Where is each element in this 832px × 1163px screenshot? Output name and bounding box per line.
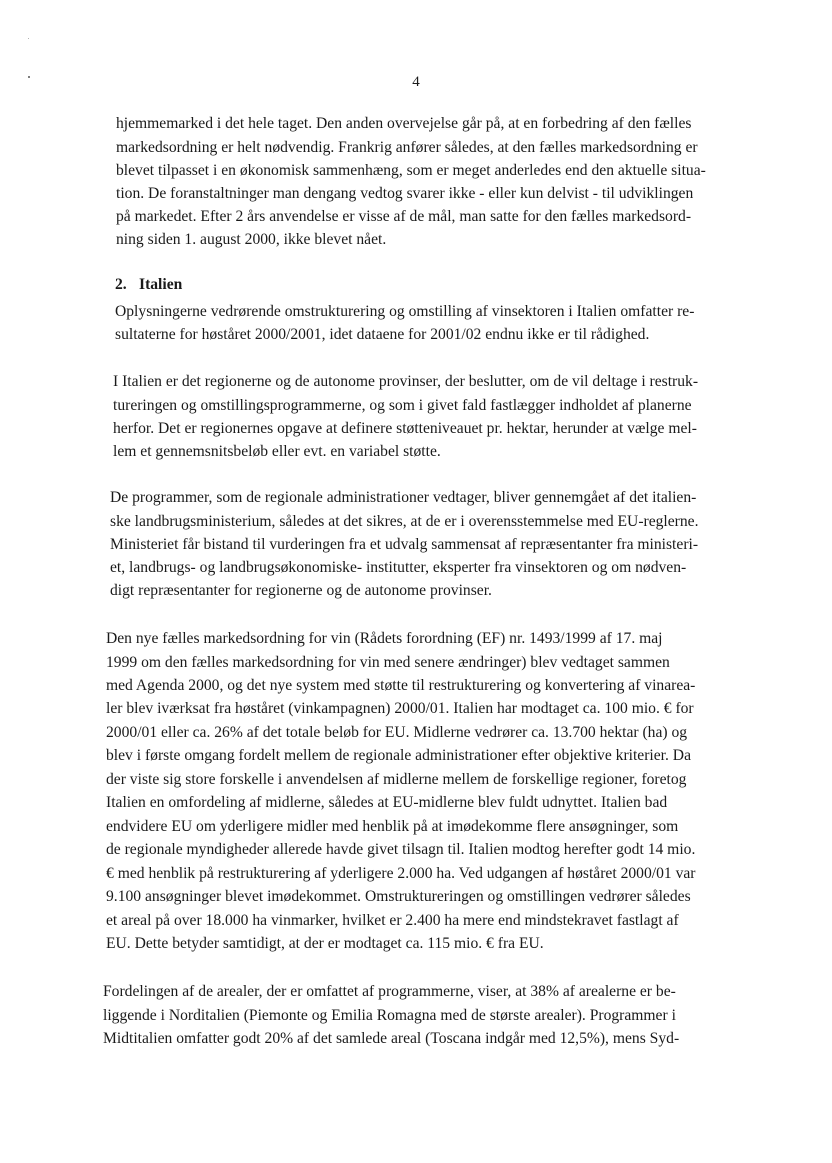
text-line: Den nye fælles markedsordning for vin (Rådets forordning (EF) nr. 1493/1999 af 17. maj [106, 630, 663, 647]
text-line: liggende i Norditalien (Piemonte og Emilia Romagna med de største arealer). Programmer i [103, 1007, 676, 1024]
text-line: tureringen og omstillingsprogrammerne, og som i givet fald fastlægger indholdet af planerne [113, 397, 692, 414]
text-line: markedsordning er helt nødvendig. Frankrig anfører således, at den fælles markedsordning er [116, 139, 698, 156]
text-line: et areal på over 18.000 ha vinmarker, hvilket er 2.400 ha mere end mindstekravet fastlagt af [106, 912, 679, 929]
text-line: I Italien er det regionerne og de autonome provinser, der beslutter, om de vil deltage i restruk- [113, 373, 699, 390]
text-line: ske landbrugsministerium, således at det sikres, at de er i overensstemmelse med EU-reglerne. [110, 513, 699, 530]
text-line: digt repræsentanter for regionerne og de autonome provinser. [110, 582, 492, 599]
text-line: Italien en omfordeling af midlerne, således at EU-midlerne blev fuldt udnyttet. Italien bad [106, 794, 668, 811]
text-line: ning siden 1. august 2000, ikke blevet nået. [116, 231, 387, 248]
text-line: Oplysningerne vedrørende omstrukturering og omstilling af vinsektoren i Italien omfatter re- [115, 303, 695, 320]
text-line: 9.100 ansøgninger blevet imødekommet. Omstruktureringen og omstillingen vedrører således [106, 888, 691, 905]
text-line: blevet tilpasset i en økonomisk sammenhæng, som er meget anderledes end den aktuelle situa- [116, 162, 706, 179]
scan-speck [28, 38, 29, 39]
text-line: EU. Dette betyder samtidigt, at der er modtaget ca. 115 mio. € fra EU. [106, 935, 544, 952]
section-title: Italien [139, 276, 183, 293]
text-line: 1999 om den fælles markedsordning for vin med senere ændringer) blev vedtaget sammen [106, 654, 670, 671]
section-heading [115, 275, 182, 295]
text-line: Midtitalien omfatter godt 20% af det samlede areal (Toscana indgår med 12,5%), mens Syd- [103, 1030, 680, 1047]
text-line: € med henblik på restrukturering af yderligere 2.000 ha. Ved udgangen af høståret 2000/01 var [106, 865, 696, 882]
text-line: tion. De foranstaltninger man dengang vedtog svarer ikke - eller kun delvist - til udviklingen [116, 185, 694, 202]
text-line: de regionale myndigheder allerede havde givet tilsagn til. Italien modtog herefter godt 14 mio. [106, 841, 696, 858]
text-line: De programmer, som de regionale administrationer vedtager, bliver gennemgået af det italien- [110, 489, 697, 506]
text-line: hjemmemarked i det hele taget. Den anden overvejelse går på, at en forbedring af den fælles [116, 115, 692, 132]
text-line: endvidere EU om yderligere midler med henblik på at imødekomme flere ansøgninger, som [106, 818, 679, 835]
text-line: med Agenda 2000, og det nye system med støtte til restrukturering og konvertering af vinarea- [106, 677, 696, 694]
text-line: sultaterne for høståret 2000/2001, idet dataene for 2001/02 endnu ikke er til rådighed. [115, 326, 650, 343]
text-line: et, landbrugs- og landbrugsøkonomiske- institutter, eksperter fra vinsektoren og om nødven- [110, 559, 687, 576]
text-line: 2000/01 eller ca. 26% af det totale beløb for EU. Midlerne vedrører ca. 13.700 hektar (ha) og [106, 724, 688, 741]
section-number: 2. [115, 276, 127, 293]
text-line: Fordelingen af de arealer, der er omfattet af programmerne, viser, at 38% af arealerne er be- [103, 983, 676, 1000]
text-line: der viste sig store forskelle i anvendelsen af midlerne mellem de forskellige regioner, foretog [106, 771, 687, 788]
text-line: lem et gennemsnitsbeløb eller evt. en variabel støtte. [113, 443, 441, 460]
text-line: på markedet. Efter 2 års anvendelse er visse af de mål, man satte for den fælles markedsord- [116, 208, 692, 225]
text-line: blev i første omgang fordelt mellem de regionale administrationer efter objektive kriterier. Da [106, 747, 691, 764]
page-number: 4 [412, 74, 420, 90]
text-line: herfor. Det er regionernes opgave at definere støtteniveauet pr. hektar, herunder at vælge mel- [113, 420, 697, 437]
text-line: Ministeriet får bistand til vurderingen fra et udvalg sammensat af repræsentanter fra ministeri- [110, 536, 699, 553]
text-line: ler blev iværksat fra høståret (vinkampagnen) 2000/01. Italien har modtaget ca. 100 mio. € for [106, 700, 694, 717]
